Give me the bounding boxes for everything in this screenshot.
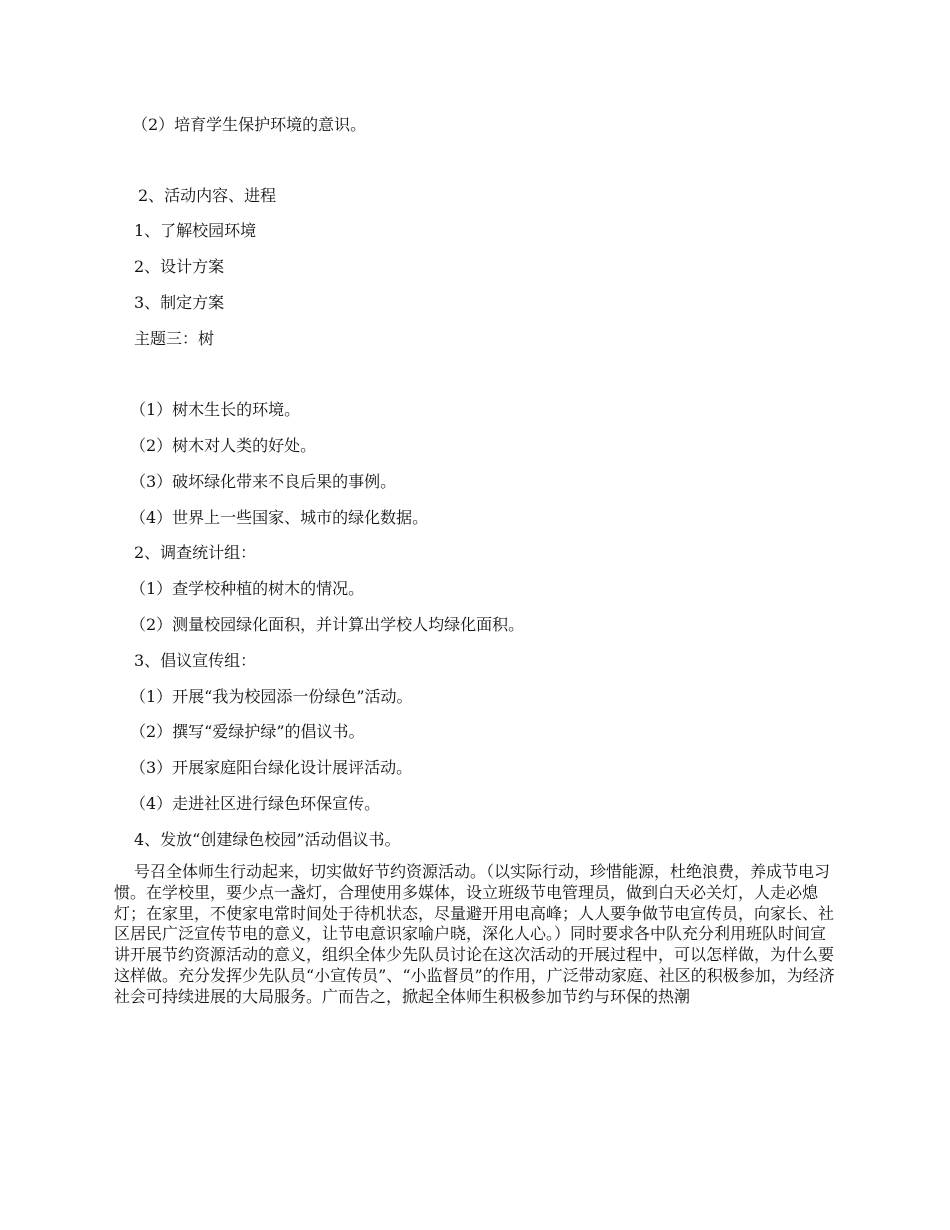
body-paragraph: 号召全体师生行动起来，切实做好节约资源活动。（以实际行动，珍惜能源，杜绝浪费，养成节电习惯。在学校里，要少点一盏灯，合理使用多媒体，设立班级节电管理员，做到白天必关灯，人走必熄灯；在家里，不使家电常时间处于待机状态，尽量避开用电高峰；人人要争做节电宣传员，向家长、社区居民广泛宣传节电的意义，让节电意识家喻户晓，深化人心。）同时要求各中队充分利用班队时间宣讲开展节约资源活动的意义，组织全体少先队员讨论在这次活动的开展过程中，可以怎样做，为什么要这样做。充分发挥少先队员“小宣传员”、“小监督员”的作用，广泛带动家庭、社区的积极参加，为经济社会可持续进展的大局服务。广而告之，掀起全体师生积极参加节约与环保的热潮 xyxy=(114,862,835,1006)
list-item: 3、制定方案 xyxy=(134,293,225,312)
list-item: （1）查学校种植的树木的情况。 xyxy=(130,579,365,598)
list-item: （1）树木生长的环境。 xyxy=(130,400,301,419)
section-heading: 2、活动内容、进程 xyxy=(138,186,277,205)
group-heading: 2、调查统计组： xyxy=(134,543,257,562)
list-item: （2）树木对人类的好处。 xyxy=(130,436,317,455)
theme-heading: 主题三：树 xyxy=(134,329,215,348)
list-item: （4）走进社区进行绿色环保宣传。 xyxy=(130,794,381,813)
list-item: （3）破坏绿化带来不良后果的事例。 xyxy=(130,472,397,491)
list-item: 1、了解校园环境 xyxy=(134,221,257,240)
list-item: （1）开展“我为校园添一份绿色”活动。 xyxy=(130,687,413,706)
list-item: （2）测量校园绿化面积，并计算出学校人均绿化面积。 xyxy=(130,615,525,634)
group-heading: 4、发放“创建绿色校园”活动倡议书。 xyxy=(134,830,401,849)
list-item: 2、设计方案 xyxy=(134,257,225,276)
objective-line: （2）培育学生保护环境的意识。 xyxy=(132,115,367,134)
list-item: （3）开展家庭阳台绿化设计展评活动。 xyxy=(130,758,413,777)
group-heading: 3、倡议宣传组： xyxy=(134,651,257,670)
list-item: （2）撰写“爱绿护绿”的倡议书。 xyxy=(130,722,365,741)
list-item: （4）世界上一些国家、城市的绿化数据。 xyxy=(130,508,429,527)
